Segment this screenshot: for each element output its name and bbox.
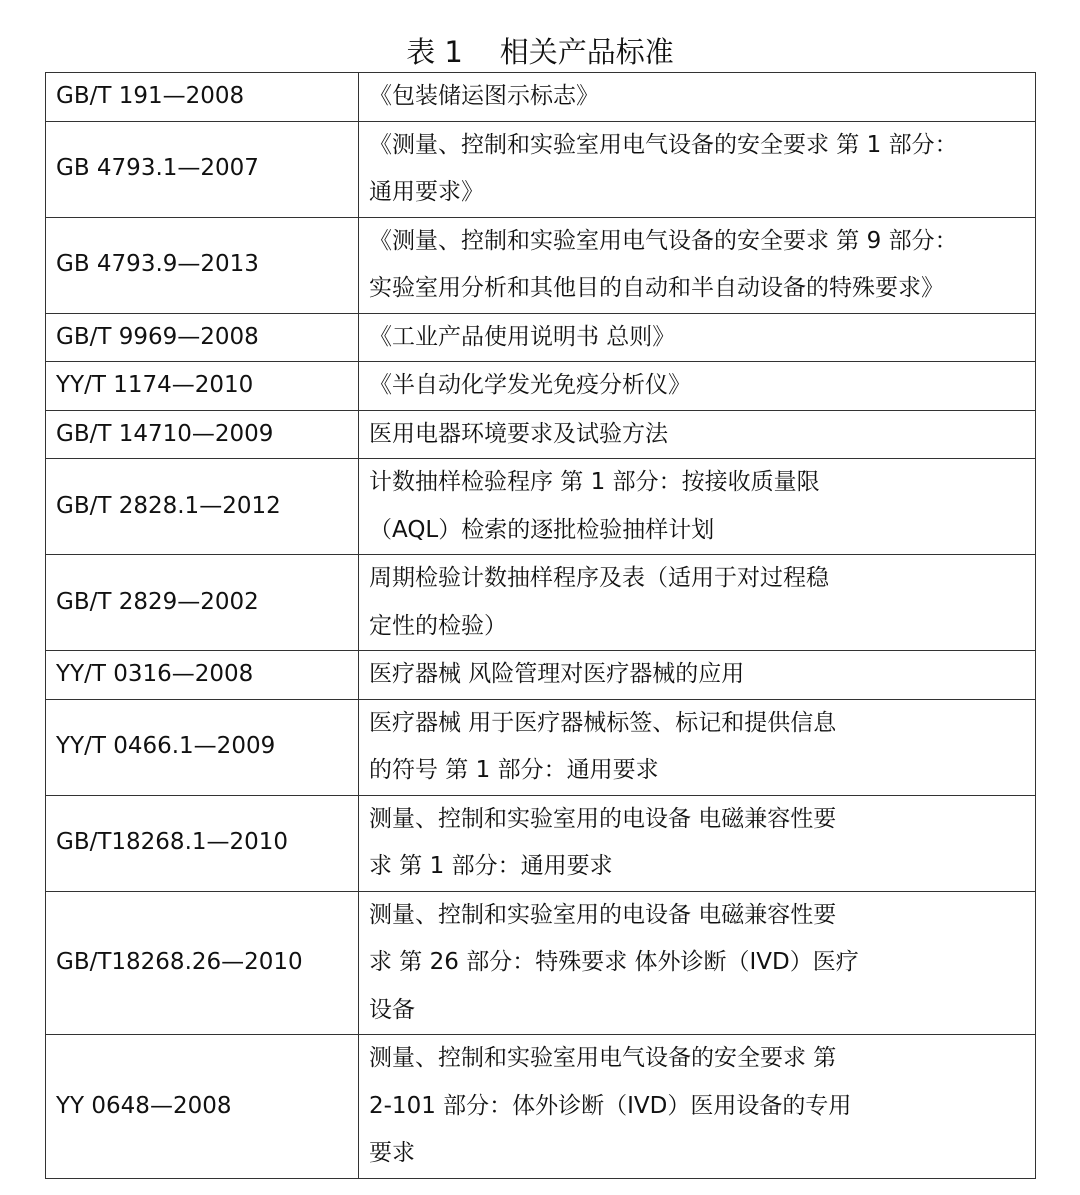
table-row bbox=[46, 555, 1036, 651]
standard-name-line: 求 第 26 部分：特殊要求 体外诊断（IVD）医疗 bbox=[369, 949, 859, 975]
standard-name bbox=[359, 1035, 1036, 1179]
standard-code: GB/T 9969—2008 bbox=[46, 313, 359, 362]
standard-code: YY/T 0316—2008 bbox=[46, 651, 359, 700]
standard-name-line: 的符号 第 1 部分：通用要求 bbox=[369, 757, 659, 783]
standard-name bbox=[359, 555, 1036, 651]
table-row bbox=[46, 699, 1036, 795]
standard-name bbox=[359, 410, 1036, 459]
standard-code: YY 0648—2008 bbox=[46, 1035, 359, 1179]
standard-name-line: 通用要求》 bbox=[369, 179, 484, 205]
standard-name-line: 《测量、控制和实验室用电气设备的安全要求 第 1 部分： bbox=[369, 131, 958, 158]
standard-code: GB 4793.1—2007 bbox=[46, 121, 359, 217]
standard-name-line: 《半自动化学发光免疫分析仪》 bbox=[369, 372, 691, 398]
standard-code: GB/T 14710—2009 bbox=[46, 410, 359, 459]
standard-name-line: 求 第 1 部分：通用要求 bbox=[369, 853, 613, 879]
table-row bbox=[46, 651, 1036, 700]
standard-name-line: 测量、控制和实验室用的电设备 电磁兼容性要 bbox=[369, 901, 837, 928]
table-row bbox=[46, 362, 1036, 411]
standard-name bbox=[359, 891, 1036, 1035]
standard-code: GB/T18268.1—2010 bbox=[46, 795, 359, 891]
standard-name-line: 《工业产品使用说明书 总则》 bbox=[369, 323, 676, 350]
standard-name-line: 《包装储运图示标志》 bbox=[369, 83, 599, 109]
standard-name bbox=[359, 217, 1036, 313]
standard-code: GB/T18268.26—2010 bbox=[46, 891, 359, 1035]
standard-name-line: 实验室用分析和其他目的自动和半自动设备的特殊要求》 bbox=[369, 275, 944, 301]
standard-name bbox=[359, 699, 1036, 795]
table-row bbox=[46, 410, 1036, 459]
standard-code: GB 4793.9—2013 bbox=[46, 217, 359, 313]
standard-name-line: 定性的检验） bbox=[369, 612, 507, 639]
standard-name bbox=[359, 121, 1036, 217]
table-row bbox=[46, 795, 1036, 891]
standard-code: YY/T 0466.1—2009 bbox=[46, 699, 359, 795]
standard-code: YY/T 1174—2010 bbox=[46, 362, 359, 411]
standard-code: GB/T 2828.1—2012 bbox=[46, 459, 359, 555]
standard-name bbox=[359, 313, 1036, 362]
table-row bbox=[46, 217, 1036, 313]
standard-name bbox=[359, 362, 1036, 411]
standard-name-line: 设备 bbox=[369, 996, 415, 1023]
standard-code: GB/T 191—2008 bbox=[46, 73, 359, 122]
standard-name bbox=[359, 795, 1036, 891]
standard-name-line: 测量、控制和实验室用的电设备 电磁兼容性要 bbox=[369, 805, 837, 832]
standard-name-line: 医疗器械 用于医疗器械标签、标记和提供信息 bbox=[369, 709, 837, 736]
standard-name-line: 医用电器环境要求及试验方法 bbox=[369, 420, 668, 447]
table-row bbox=[46, 1035, 1036, 1179]
standards-table bbox=[45, 72, 1036, 1179]
standard-name-line: 2-101 部分：体外诊断（IVD）医用设备的专用 bbox=[369, 1092, 852, 1119]
standard-name-line: （AQL）检索的逐批检验抽样计划 bbox=[369, 516, 715, 543]
table-title: 表 1 相关产品标准 bbox=[406, 35, 674, 69]
standard-name-line: 要求 bbox=[369, 1140, 415, 1166]
standard-name-line: 医疗器械 风险管理对医疗器械的应用 bbox=[369, 661, 745, 687]
table-row bbox=[46, 313, 1036, 362]
standard-name-line: 计数抽样检验程序 第 1 部分：按接收质量限 bbox=[369, 469, 820, 495]
standard-name bbox=[359, 651, 1036, 700]
standards-table-body bbox=[46, 73, 1036, 1179]
table-row bbox=[46, 891, 1036, 1035]
standard-name-line: 《测量、控制和实验室用电气设备的安全要求 第 9 部分： bbox=[369, 227, 958, 254]
standard-name bbox=[359, 73, 1036, 122]
standard-code: GB/T 2829—2002 bbox=[46, 555, 359, 651]
standard-name bbox=[359, 459, 1036, 555]
table-row bbox=[46, 73, 1036, 122]
table-row bbox=[46, 121, 1036, 217]
standard-name-line: 测量、控制和实验室用电气设备的安全要求 第 bbox=[369, 1045, 837, 1071]
table-row bbox=[46, 459, 1036, 555]
standard-name-line: 周期检验计数抽样程序及表（适用于对过程稳 bbox=[369, 565, 829, 591]
